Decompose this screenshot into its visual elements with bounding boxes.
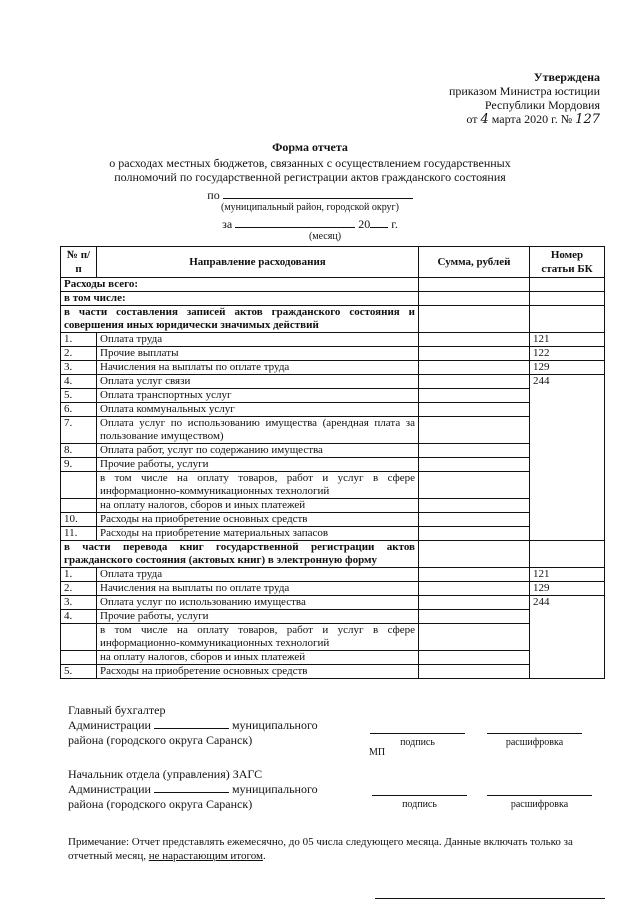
col-header-number: № п/п	[61, 247, 97, 278]
row-number: 1.	[61, 568, 97, 582]
row-sum-cell[interactable]	[419, 665, 530, 679]
table-row	[61, 458, 605, 472]
head-block: Начальник отдела (управления) ЗАГС Администрации муниципального района (городского округа Саранск)	[68, 767, 318, 811]
table-row	[61, 333, 605, 347]
row-direction: Расходы на приобретение материальных запасов	[97, 527, 419, 541]
table-row	[61, 389, 605, 403]
row-sum-cell[interactable]	[419, 499, 530, 513]
approval-line-2: Республики Мордовия	[484, 98, 600, 112]
row-number: 5.	[61, 665, 97, 679]
table-row	[61, 651, 605, 665]
form-title: Форма отчета	[272, 140, 348, 154]
row-direction: Расходы на приобретение основных средств	[97, 513, 419, 527]
row-sum-cell[interactable]	[419, 568, 530, 582]
row-sum-cell[interactable]	[419, 444, 530, 458]
row-total: Расходы всего:	[61, 278, 605, 292]
row-bk-code	[530, 665, 605, 679]
row-sum-cell[interactable]	[419, 458, 530, 472]
row-bk-code	[530, 458, 605, 472]
row-bk-code: 244	[530, 375, 605, 389]
row-bk-code	[530, 389, 605, 403]
row-number: 3.	[61, 361, 97, 375]
accountant-podpis-caption: подпись	[400, 737, 435, 748]
head-podpis-caption: подпись	[402, 799, 437, 810]
col-header-sum: Сумма, рублей	[419, 247, 530, 278]
total-sum-cell[interactable]	[419, 278, 530, 292]
table-row	[61, 610, 605, 624]
row-bk-code	[530, 499, 605, 513]
approval-block	[430, 70, 600, 127]
table-row	[61, 347, 605, 361]
row-direction: Оплата услуг по использованию имущества	[97, 596, 419, 610]
row-number	[61, 472, 97, 499]
row-sum-cell[interactable]	[419, 389, 530, 403]
row-number: 5.	[61, 389, 97, 403]
row-direction: Оплата работ, услуг по содержанию имущества	[97, 444, 419, 458]
row-bk-code	[530, 651, 605, 665]
table-row	[61, 624, 605, 651]
row-direction: Оплата транспортных услуг	[97, 389, 419, 403]
period-line: за 20 г.	[222, 217, 398, 231]
table-row	[61, 499, 605, 513]
row-bk-code	[530, 417, 605, 444]
row-bk-code	[530, 513, 605, 527]
table-row	[61, 568, 605, 582]
table-row	[61, 527, 605, 541]
approval-line-1: приказом Министра юстиции	[448, 84, 600, 98]
row-bk-code	[530, 624, 605, 651]
row-bk-code	[530, 527, 605, 541]
table-row	[61, 582, 605, 596]
row-bk-code: 121	[530, 568, 605, 582]
po-caption: (муниципальный район, городской округ)	[220, 202, 399, 213]
row-bk-code	[530, 610, 605, 624]
row-sum-cell[interactable]	[419, 403, 530, 417]
row-number: 2.	[61, 582, 97, 596]
table-row	[61, 375, 605, 389]
footnote-emphasis: не нарастающим итогом	[148, 850, 263, 862]
approval-date-line: от 4 марта 2020 г. № 127	[466, 112, 600, 127]
row-bk-code: 121	[530, 333, 605, 347]
table-row	[61, 361, 605, 375]
row-direction: Прочие выплаты	[97, 347, 419, 361]
accountant-signature-line[interactable]	[370, 733, 465, 734]
footnote: Примечание: Отчет представлять ежемесячно, до 05 числа следующего месяца. Данные включать только за отчетный месяц, не нарастающим итогом.	[68, 836, 573, 862]
row-bk-code: 129	[530, 361, 605, 375]
row-direction: Начисления на выплаты по оплате труда	[97, 361, 419, 375]
head-name-line[interactable]	[487, 795, 592, 796]
col-header-direction: Направление расходования	[97, 247, 419, 278]
form-header	[60, 140, 560, 243]
row-bk-code: 122	[530, 347, 605, 361]
row-direction: Оплата коммунальных услуг	[97, 403, 419, 417]
row-bk-code: 244	[530, 596, 605, 610]
row-sum-cell[interactable]	[419, 610, 530, 624]
row-sum-cell[interactable]	[419, 582, 530, 596]
accountant-block: Главный бухгалтер Администрации муниципального района (городского округа Саранск)	[68, 703, 318, 747]
row-number: 2.	[61, 347, 97, 361]
row-direction: Оплата труда	[97, 568, 419, 582]
row-section-1-title: в части составления записей актов гражданского состояния и совершения иных юридически значимых действий	[61, 306, 605, 333]
table-row	[61, 513, 605, 527]
table-row	[61, 444, 605, 458]
year-field[interactable]	[370, 216, 388, 228]
row-bk-code	[530, 403, 605, 417]
row-direction: на оплату налогов, сборов и иных платежей	[97, 499, 419, 513]
row-number: 8.	[61, 444, 97, 458]
row-direction: Оплата услуг по использованию имущества (арендная плата за пользование имуществом)	[97, 417, 419, 444]
row-sum-cell[interactable]	[419, 375, 530, 389]
row-sum-cell[interactable]	[419, 347, 530, 361]
row-sum-cell[interactable]	[419, 513, 530, 527]
row-sum-cell[interactable]	[419, 333, 530, 347]
row-bk-code: 129	[530, 582, 605, 596]
po-line: по	[60, 187, 560, 202]
col-header-bk: Номер статьи БК	[530, 247, 605, 278]
head-signature-line[interactable]	[372, 795, 467, 796]
row-number: 4.	[61, 610, 97, 624]
row-direction: Расходы на приобретение основных средств	[97, 665, 419, 679]
po-field[interactable]	[223, 187, 413, 199]
row-number: 7.	[61, 417, 97, 444]
row-number: 10.	[61, 513, 97, 527]
approval-number: 127	[575, 112, 600, 127]
row-direction: в том числе на оплату товаров, работ и услуг в сфере информационно-коммуникационных технологий	[97, 472, 419, 499]
row-sum-cell[interactable]	[419, 527, 530, 541]
bottom-rule	[375, 898, 605, 899]
row-direction: Оплата труда	[97, 333, 419, 347]
row-direction: Прочие работы, услуги	[97, 458, 419, 472]
row-bk-code	[530, 444, 605, 458]
row-sum-cell[interactable]	[419, 361, 530, 375]
row-direction: на оплату налогов, сборов и иных платежей	[97, 651, 419, 665]
row-direction: Прочие работы, услуги	[97, 610, 419, 624]
row-number: 4.	[61, 375, 97, 389]
approval-title: Утверждена	[533, 70, 600, 84]
row-direction: в том числе на оплату товаров, работ и услуг в сфере информационно-коммуникационных технологий	[97, 624, 419, 651]
report-table	[60, 246, 605, 679]
row-number	[61, 624, 97, 651]
row-number	[61, 499, 97, 513]
row-number: 1.	[61, 333, 97, 347]
table-row	[61, 403, 605, 417]
row-sum-cell[interactable]	[419, 651, 530, 665]
mp-stamp-label: МП	[368, 747, 386, 758]
accountant-title: Главный бухгалтер	[68, 703, 166, 717]
row-section-2-title: в части перевода книг государственной регистрации актов гражданского состояния (актовых книг) в электронную форму	[61, 541, 605, 568]
row-including: в том числе:	[61, 292, 605, 306]
row-sum-cell[interactable]	[419, 624, 530, 651]
row-sum-cell[interactable]	[419, 596, 530, 610]
table-header-row	[61, 247, 605, 278]
row-number	[61, 651, 97, 665]
accountant-rasshifrovka-caption: расшифровка	[505, 737, 564, 748]
row-number: 3.	[61, 596, 97, 610]
row-direction: Оплата услуг связи	[97, 375, 419, 389]
row-number: 11.	[61, 527, 97, 541]
table-row	[61, 472, 605, 499]
row-sum-cell[interactable]	[419, 472, 530, 499]
table-body	[61, 278, 605, 679]
month-caption: (месяц)	[308, 231, 342, 242]
table-row	[61, 417, 605, 444]
table-row	[61, 665, 605, 679]
accountant-name-line[interactable]	[487, 733, 582, 734]
row-number: 9.	[61, 458, 97, 472]
table-row	[61, 596, 605, 610]
head-rasshifrovka-caption: расшифровка	[510, 799, 569, 810]
head-title: Начальник отдела (управления) ЗАГС	[68, 767, 263, 781]
row-number: 6.	[61, 403, 97, 417]
approval-day: 4	[480, 112, 489, 127]
month-field[interactable]	[235, 216, 355, 228]
row-bk-code	[530, 472, 605, 499]
form-subtitle: о расходах местных бюджетов, связанных с осуществлением государственных полномочий по государственной регистрации актов гражданского состояния	[109, 156, 511, 184]
row-direction: Начисления на выплаты по оплате труда	[97, 582, 419, 596]
row-sum-cell[interactable]	[419, 417, 530, 444]
